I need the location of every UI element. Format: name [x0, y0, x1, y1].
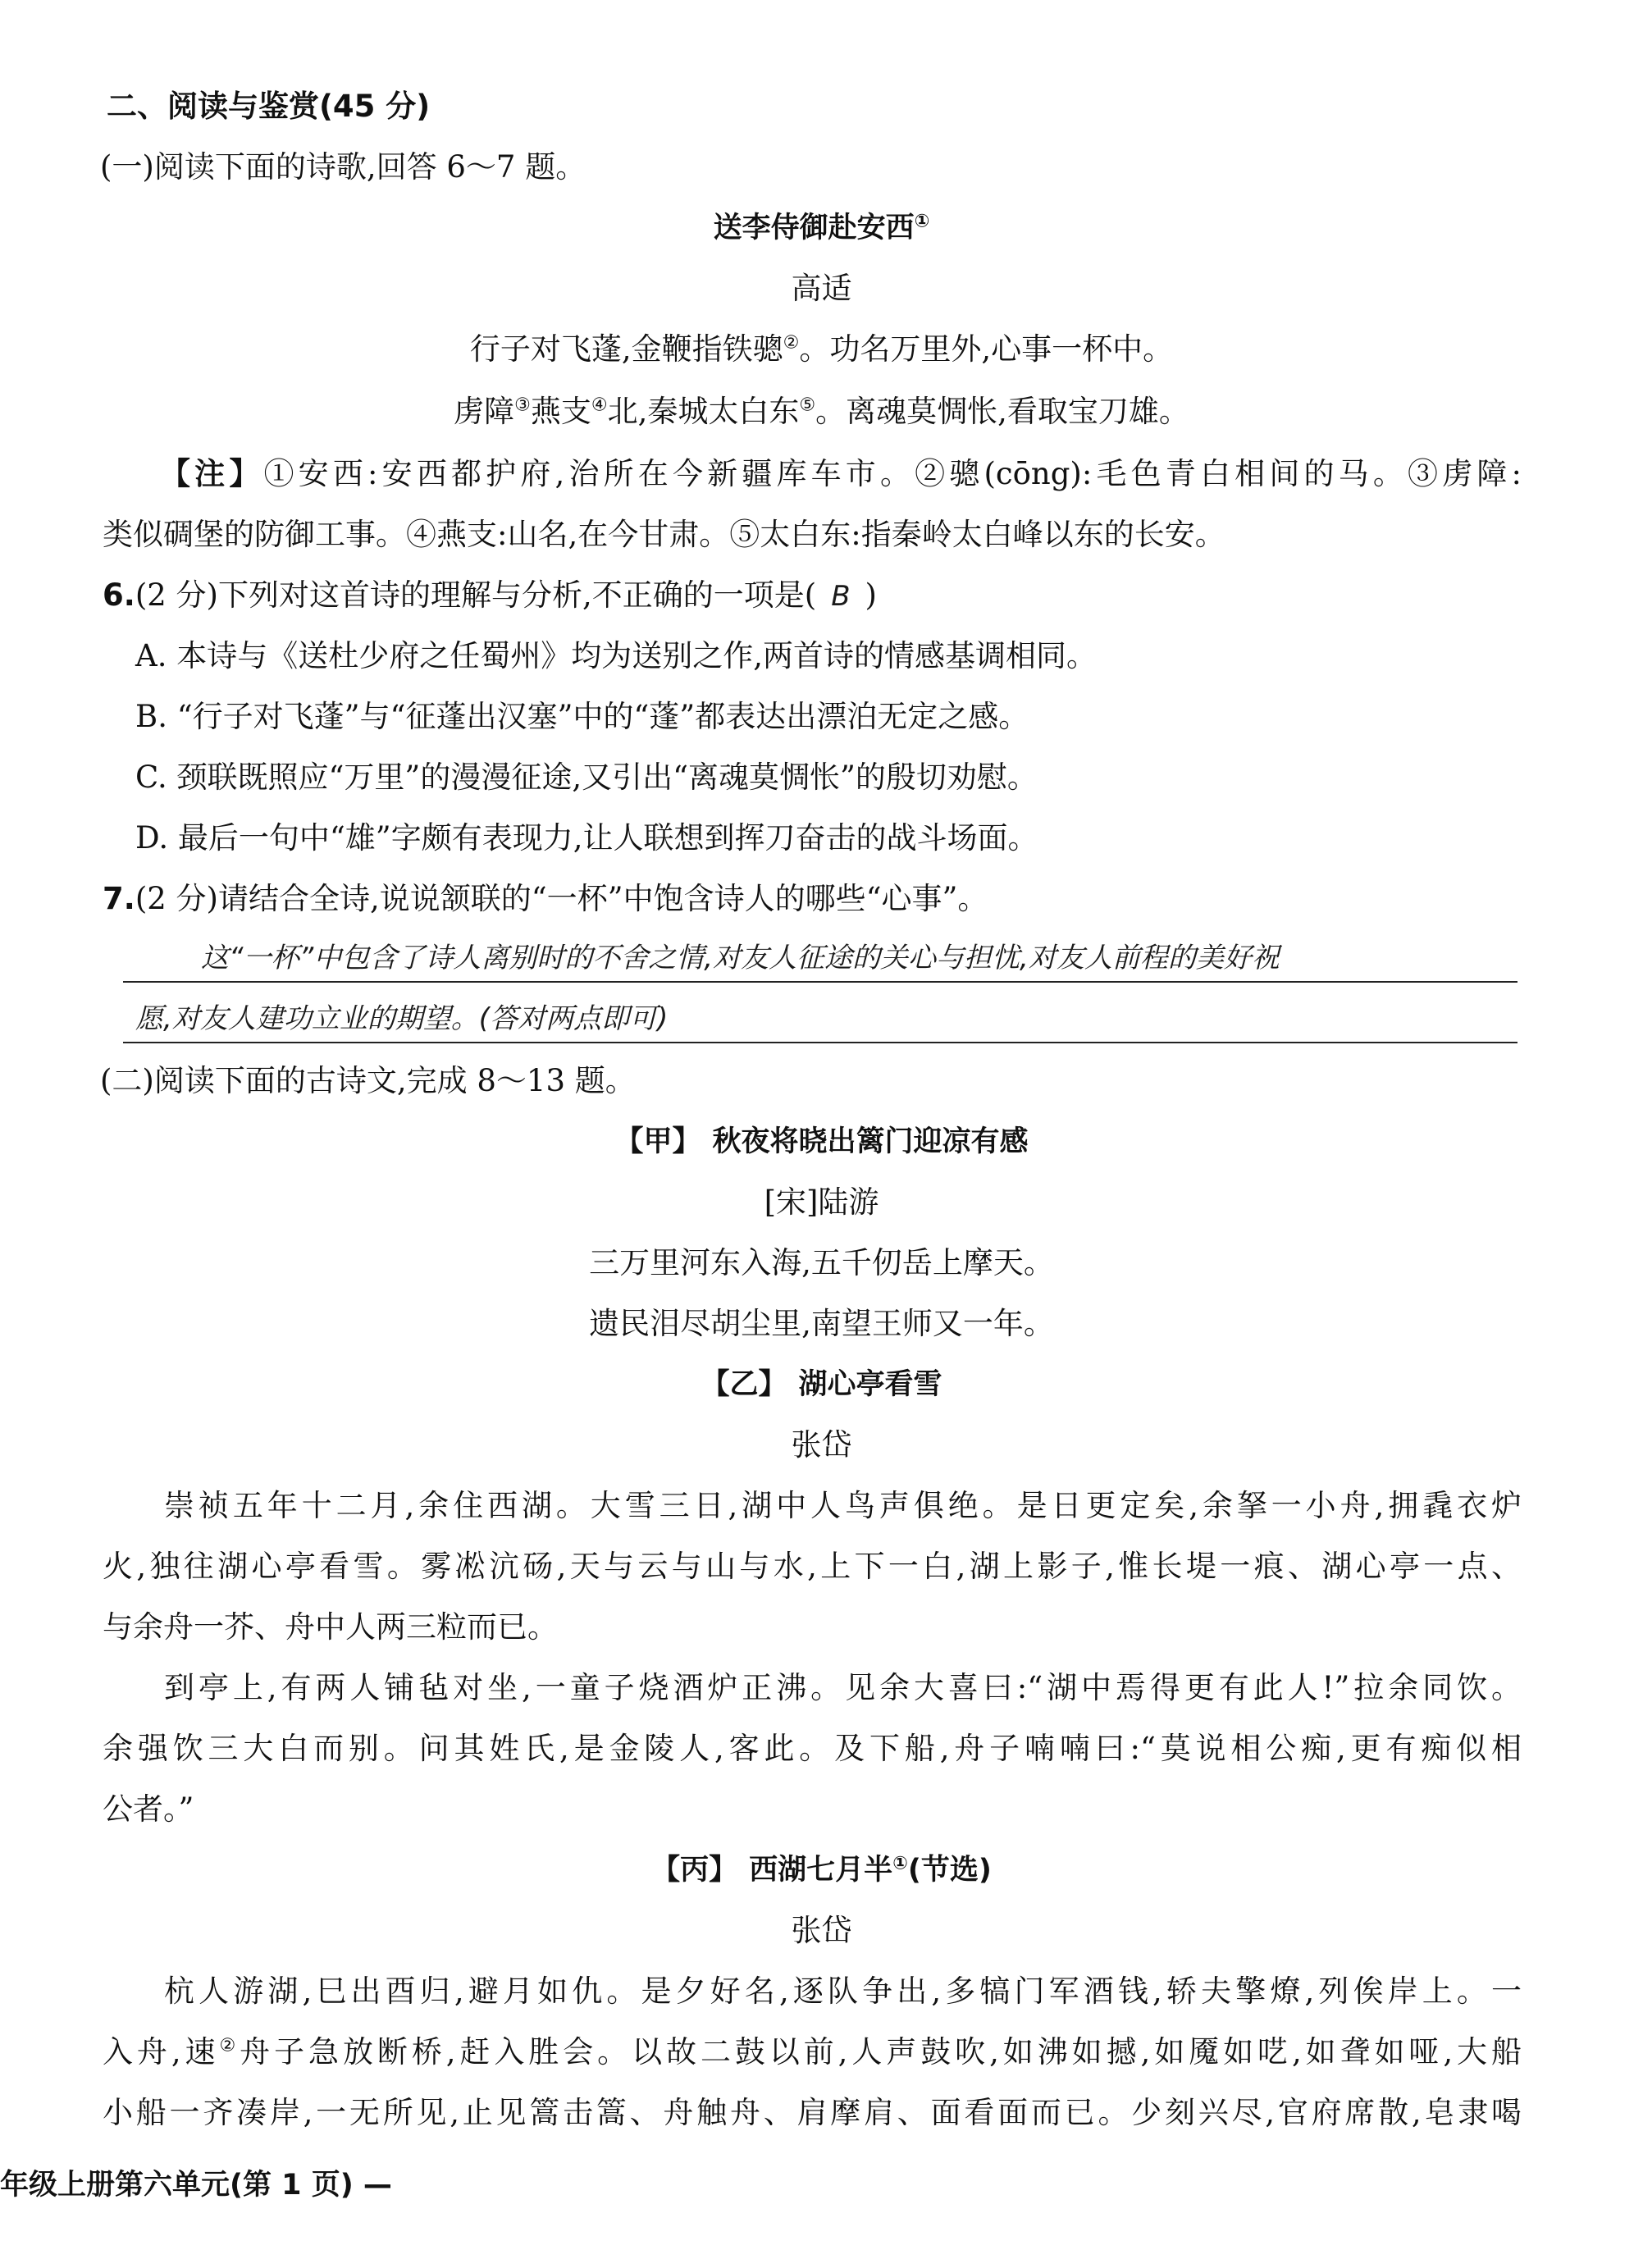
question-6-answer: B	[831, 580, 851, 613]
footnote-mark: ①	[892, 1853, 908, 1874]
poem-line-1-part-b: 。功名万里外,心事一杯中。	[799, 331, 1174, 367]
answer-underline-1	[123, 981, 1517, 983]
part2-intro: (二)阅读下面的古诗文,完成 8～13 题。	[100, 1063, 636, 1098]
page-footer: 年级上册第六单元(第 1 页) —	[0, 2169, 392, 2202]
jia-title-text: 秋夜将晓出篱门迎凉有感	[712, 1125, 1029, 1158]
footnote-mark: ②	[783, 332, 800, 354]
question-7-stem	[103, 879, 988, 919]
bing-title-text: 西湖七月半	[749, 1854, 893, 1887]
question-7-text: (2 分)请结合全诗,说说颔联的“一杯”中饱含诗人的哪些“心事”。	[135, 881, 988, 916]
bing-line-3: 小船一齐凑岸,一无所见,止见篙击篙、舟触舟、肩摩肩、面看面而已。少刻兴尽,官府席散,皂隶喝	[103, 2095, 1522, 2130]
bing-title-suffix: (节选)	[907, 1854, 992, 1887]
note-line-1	[160, 454, 1522, 494]
question-6-text: (2 分)下列对这首诗的理解与分析,不正确的一项是(	[135, 577, 817, 613]
jia-author: [宋]陆游	[764, 1184, 879, 1220]
question-6-option-d: D. 最后一句中“雄”字颇有表现力,让人联想到挥刀奋击的战斗场面。	[135, 820, 1038, 856]
yi-para-2-line-2: 余强饮三大白而别。问其姓氏,是金陵人,客此。及下船,舟子喃喃曰:“莫说相公痴,更有痴似相	[103, 1731, 1522, 1766]
question-6-stem	[103, 576, 877, 616]
bing-label: 【丙】	[651, 1854, 738, 1887]
bing-author: 张岱	[791, 1913, 852, 1948]
poem-line-1	[0, 330, 1643, 369]
bing-line-2	[103, 2033, 1522, 2072]
yi-para-1-line-2: 火,独往湖心亭看雪。雾凇沆砀,天与云与山与水,上下一白,湖上影子,惟长堤一痕、湖心亭一点、	[103, 1549, 1522, 1584]
yi-para-2-line-1: 到亭上,有两人铺毡对坐,一童子烧酒炉正沸。见余大喜曰:“湖中焉得更有此人!”拉余同饮。	[164, 1670, 1522, 1705]
poem-line-2	[0, 392, 1643, 431]
bing-line-2-part-a: 入舟,速	[103, 2034, 220, 2069]
question-6-number: 6.	[103, 577, 135, 613]
yi-label: 【乙】	[701, 1368, 787, 1401]
footnote-mark: ⑤	[799, 395, 816, 416]
poem-title-text: 送李侍御赴安西	[713, 212, 915, 244]
note-line-2: 类似碉堡的防御工事。④燕支:山名,在今甘肃。⑤太白东:指秦岭太白峰以东的长安。	[103, 517, 1225, 552]
question-6-option-c: C. 颈联既照应“万里”的漫漫征途,又引出“离魂莫惆怅”的殷切劝慰。	[135, 760, 1038, 795]
jia-line-1: 三万里河东入海,五千仞岳上摩天。	[589, 1245, 1054, 1280]
bing-line-2-part-b: 舟子急放断桥,赶入胜会。以故二鼓以前,人声鼓吹,如沸如撼,如魇如呓,如聋如哑,大船	[240, 2034, 1522, 2069]
question-7-answer-line-2: 愿,对友人建功立业的期望。(答对两点即可)	[135, 1002, 669, 1035]
yi-title-text: 湖心亭看雪	[798, 1368, 942, 1401]
poem-title	[0, 208, 1643, 248]
answer-underline-2	[123, 1042, 1517, 1043]
note-label: 【注】	[160, 456, 264, 491]
section-title: 二、阅读与鉴赏(45 分)	[107, 89, 431, 124]
yi-para-1-line-3: 与余舟一芥、舟中人两三粒而已。	[103, 1609, 558, 1645]
poem-line-2-part-d: 。离魂莫惆怅,看取宝刀雄。	[815, 394, 1189, 429]
jia-label: 【甲】	[614, 1125, 701, 1158]
yi-para-2-line-3: 公者。”	[103, 1791, 194, 1827]
part1-intro: (一)阅读下面的诗歌,回答 6～7 题。	[100, 149, 586, 185]
footnote-mark: ②	[219, 2035, 240, 2056]
question-7-answer-line-1: 这“一杯”中包含了诗人离别时的不舍之情,对友人征途的关心与担忧,对友人前程的美好祝	[201, 942, 1280, 974]
poem-line-1-part-a: 行子对飞蓬,金鞭指铁骢	[469, 331, 783, 367]
question-6-option-b: B. “行子对飞蓬”与“征蓬出汉塞”中的“蓬”都表达出漂泊无定之感。	[135, 699, 1029, 734]
bing-line-1: 杭人游湖,巳出酉归,避月如仇。是夕好名,逐队争出,多犒门军酒钱,轿夫擎燎,列俟岸上。一	[164, 1974, 1522, 2009]
jia-line-2: 遗民泪尽胡尘里,南望王师又一年。	[589, 1306, 1054, 1341]
poem-line-2-part-c: 北,秦城太白东	[607, 394, 800, 429]
yi-author: 张岱	[791, 1427, 852, 1463]
bing-title	[0, 1850, 1643, 1890]
yi-title	[0, 1365, 1643, 1404]
poem-line-2-part-b: 燕支	[530, 394, 591, 429]
yi-para-1-line-1: 崇祯五年十二月,余住西湖。大雪三日,湖中人鸟声俱绝。是日更定矣,余拏一小舟,拥毳衣炉	[164, 1488, 1522, 1523]
poem-line-2-part-a: 虏障	[454, 394, 515, 429]
question-6-option-a: A. 本诗与《送杜少府之任蜀州》均为送别之作,两首诗的情感基调相同。	[135, 638, 1098, 673]
question-6-close-paren: )	[865, 577, 877, 613]
jia-title	[0, 1122, 1643, 1161]
note-text-1: ①安西:安西都护府,治所在今新疆库车市。②骢(cōng):毛色青白相间的马。③虏障:	[263, 456, 1522, 491]
poem-title-footnote-mark: ①	[914, 211, 930, 232]
question-7-number: 7.	[103, 881, 135, 916]
footnote-mark: ③	[514, 395, 531, 416]
poem-author: 高适	[791, 271, 852, 306]
footnote-mark: ④	[591, 395, 608, 416]
